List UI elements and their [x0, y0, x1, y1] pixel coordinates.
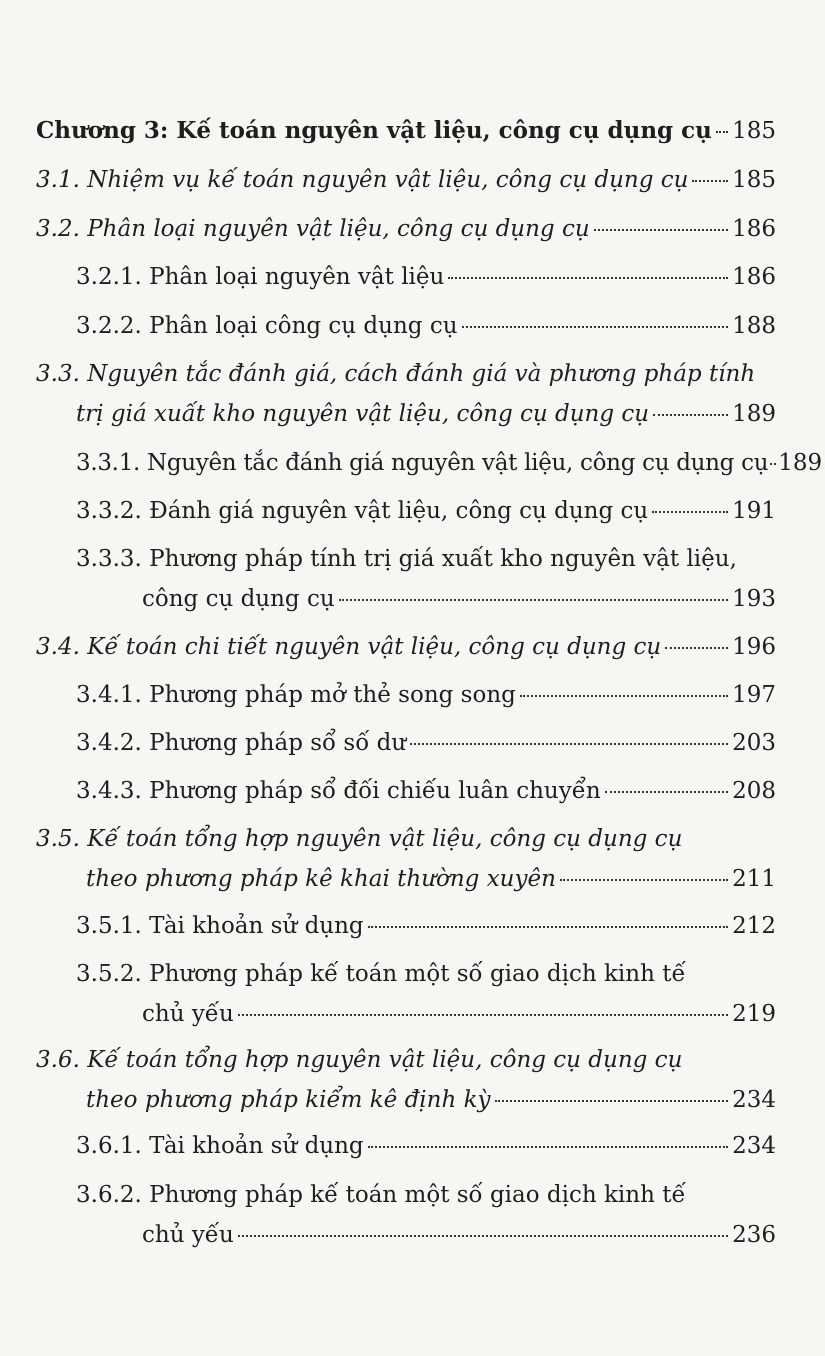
toc-subsection-3-4-3 — [76, 776, 776, 806]
dot-leader — [520, 695, 728, 697]
toc-subsection-3-3-3 — [76, 544, 776, 614]
toc-entry-title: 3.6. Kế toán tổng hợp nguyên vật liệu, công cụ dụng cụ — [36, 1047, 683, 1073]
toc-page-number: 234 — [732, 1133, 776, 1159]
dot-leader — [652, 511, 728, 513]
toc-subsection-3-6-2 — [76, 1180, 776, 1250]
dot-leader — [368, 1146, 728, 1148]
dot-leader — [238, 1014, 728, 1016]
toc-page-number: 193 — [732, 586, 776, 612]
toc-subsection-3-6-1 — [76, 1131, 776, 1161]
toc-page-number: 197 — [732, 682, 776, 708]
dot-leader — [368, 926, 728, 928]
toc-subsection-3-2-1 — [76, 262, 776, 292]
toc-subsection-3-2-2 — [76, 311, 776, 341]
toc-subsection-3-5-2 — [76, 959, 776, 1029]
toc-entry-title: 3.2.2. Phân loại công cụ dụng cụ — [76, 313, 458, 339]
toc-page-number: 196 — [732, 634, 776, 660]
toc-section-3-5 — [36, 824, 776, 894]
toc-entry-title: 3.4.3. Phương pháp sổ đối chiếu luân chuyển — [76, 778, 601, 804]
toc-entry-title: 3.2. Phân loại nguyên vật liệu, công cụ dụng cụ — [36, 216, 590, 242]
toc-section-3-6 — [36, 1045, 776, 1115]
toc-entry-title-cont: chủ yếu — [142, 1001, 234, 1027]
toc-section-3-3 — [36, 359, 776, 429]
toc-entry-title: 3.3.3. Phương pháp tính trị giá xuất kho nguyên vật liệu, — [76, 546, 737, 572]
toc-subsection-3-3-1 — [76, 448, 823, 478]
toc-page-number: 234 — [732, 1087, 776, 1113]
toc-entry-title: 3.3.2. Đánh giá nguyên vật liệu, công cụ dụng cụ — [76, 498, 649, 524]
toc-page-number: 189 — [778, 450, 823, 476]
toc-page-number: 203 — [732, 730, 776, 756]
toc-entry-title: 3.5.2. Phương pháp kế toán một số giao dịch kinh tế — [76, 961, 686, 987]
toc-page-number: 208 — [732, 778, 776, 804]
toc-entry-title-cont: công cụ dụng cụ — [142, 586, 335, 612]
dot-leader — [665, 647, 728, 649]
dot-leader — [716, 131, 728, 133]
dot-leader — [238, 1235, 728, 1237]
dot-leader — [594, 229, 728, 231]
dot-leader — [653, 414, 728, 416]
toc-section-3-2 — [36, 214, 776, 244]
toc-page-number: 191 — [732, 498, 776, 524]
toc-page-number: 185 — [732, 118, 776, 144]
toc-page-number: 212 — [732, 913, 776, 939]
dot-leader — [560, 879, 728, 881]
toc-entry-title-cont: trị giá xuất kho nguyên vật liệu, công cụ dụng cụ — [76, 401, 650, 427]
toc-entry-title: 3.5.1. Tài khoản sử dụng — [76, 913, 364, 939]
toc-entry-title-cont: theo phương pháp kiểm kê định kỳ — [86, 1087, 491, 1113]
dot-leader — [770, 463, 776, 465]
toc-section-3-4 — [36, 632, 776, 662]
toc-section-3-1 — [36, 165, 776, 195]
toc-page-number: 211 — [732, 866, 776, 892]
toc-entry-title: 3.6.1. Tài khoản sử dụng — [76, 1133, 364, 1159]
toc-page-number: 185 — [732, 167, 776, 193]
toc-page-number: 186 — [732, 216, 776, 242]
toc-entry-title: 3.3.1. Nguyên tắc đánh giá nguyên vật liệu, công cụ dụng cụ — [76, 450, 769, 476]
toc-subsection-3-5-1 — [76, 911, 776, 941]
toc-entry-title: 3.5. Kế toán tổng hợp nguyên vật liệu, công cụ dụng cụ — [36, 826, 683, 852]
toc-entry-title: 3.3. Nguyên tắc đánh giá, cách đánh giá và phương pháp tính — [36, 361, 756, 387]
toc-page-number: 186 — [732, 264, 776, 290]
dot-leader — [495, 1100, 729, 1102]
toc-entry-title: 3.2.1. Phân loại nguyên vật liệu — [76, 264, 445, 290]
toc-entry-title: 3.6.2. Phương pháp kế toán một số giao dịch kinh tế — [76, 1182, 686, 1208]
dot-leader — [448, 277, 728, 279]
dot-leader — [605, 791, 728, 793]
toc-chapter-3 — [36, 116, 776, 146]
toc-page-number: 189 — [732, 401, 776, 427]
toc-page-number: 188 — [732, 313, 776, 339]
toc-entry-title: Chương 3: Kế toán nguyên vật liệu, công cụ dụng cụ — [36, 117, 712, 144]
toc-subsection-3-4-2 — [76, 728, 776, 758]
toc-entry-title: 3.4. Kế toán chi tiết nguyên vật liệu, công cụ dụng cụ — [36, 634, 662, 660]
dot-leader — [692, 180, 728, 182]
toc-entry-title: 3.1. Nhiệm vụ kế toán nguyên vật liệu, công cụ dụng cụ — [36, 167, 689, 193]
toc-subsection-3-3-2 — [76, 496, 776, 526]
dot-leader — [462, 326, 729, 328]
toc-entry-title-cont: theo phương pháp kê khai thường xuyên — [86, 866, 556, 892]
toc-entry-title: 3.4.2. Phương pháp sổ số dư — [76, 730, 407, 756]
toc-entry-title: 3.4.1. Phương pháp mở thẻ song song — [76, 682, 516, 708]
dot-leader — [339, 599, 728, 601]
toc-page-number: 236 — [732, 1222, 776, 1248]
toc-subsection-3-4-1 — [76, 680, 776, 710]
dot-leader — [410, 743, 728, 745]
toc-page-number: 219 — [732, 1001, 776, 1027]
toc-entry-title-cont: chủ yếu — [142, 1222, 234, 1248]
